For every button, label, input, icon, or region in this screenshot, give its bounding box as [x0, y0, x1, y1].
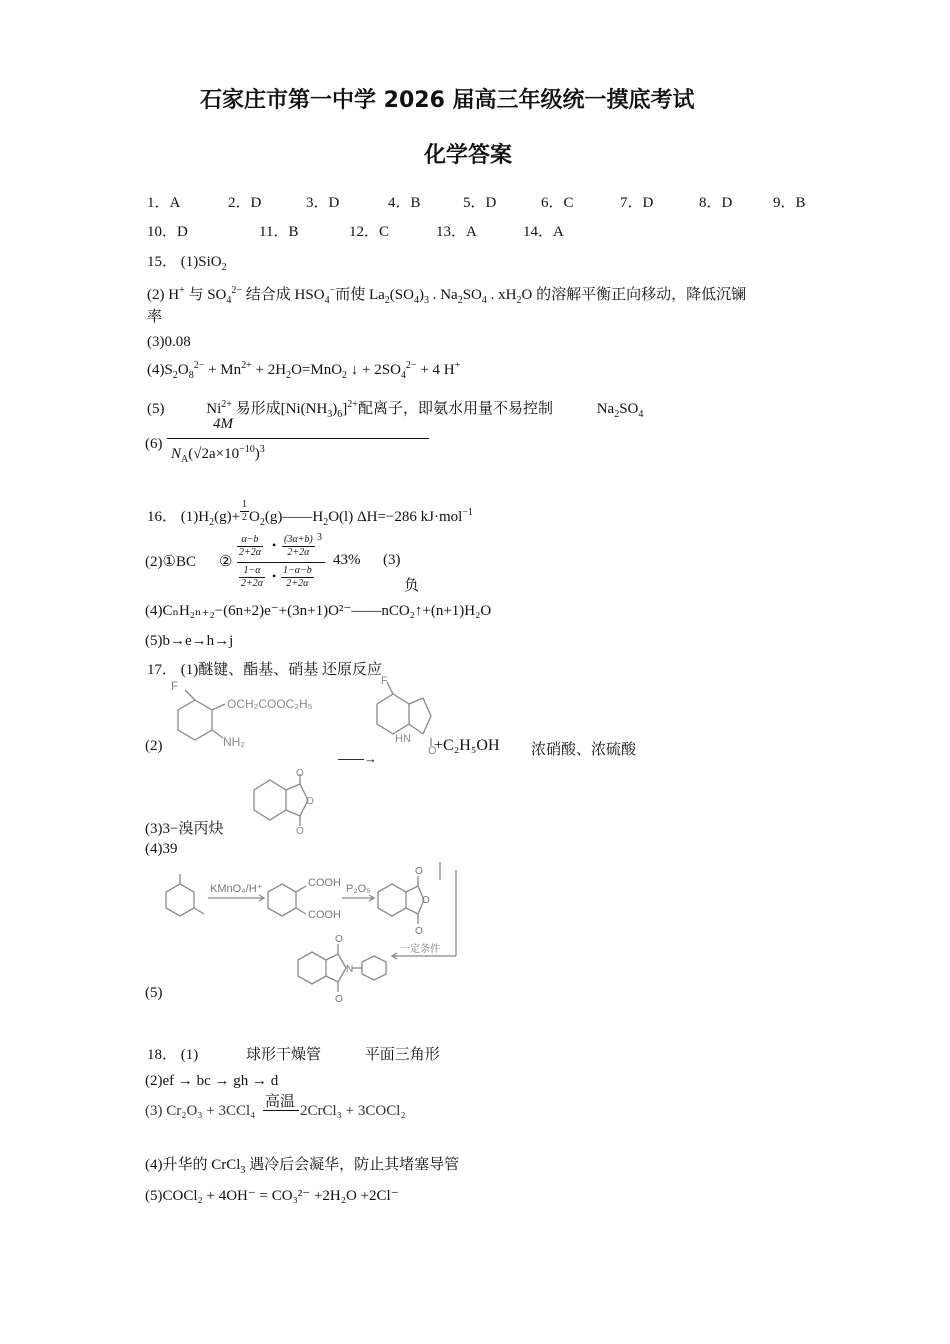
- answer-text: (4)升华的 CrCl: [145, 1157, 241, 1173]
- subscript: 2: [172, 370, 178, 381]
- mc-answer: 9．B: [773, 195, 806, 211]
- oxygen-label: O: [296, 826, 304, 837]
- q15-part4: [147, 360, 460, 381]
- superscript: −: [329, 285, 336, 296]
- subscript: 2: [209, 517, 215, 528]
- answer-text: O: [249, 509, 260, 525]
- subscript: 3: [327, 409, 333, 420]
- equation-reactants: (3) Cr₂O₃ + 3CCl₄: [145, 1103, 256, 1119]
- q17-part5: (5): [145, 985, 163, 1001]
- reagent-label: KMnO₄/H⁺: [210, 883, 263, 895]
- q17-part2-reagent: 浓硝酸、浓硫酸: [531, 742, 637, 758]
- superscript: +: [454, 360, 461, 371]
- answer-text: 易形成[Ni(NH: [231, 401, 328, 417]
- subscript: 4: [638, 409, 644, 420]
- answer-text: ②: [219, 554, 233, 570]
- q15-part2-wrap: 率: [147, 309, 163, 325]
- superscript: −1: [462, 507, 473, 518]
- answer-text: (1): [180, 1047, 199, 1063]
- subscript: 2: [286, 370, 292, 381]
- answer-text: (1)醚键、酯基、硝基 还原反应: [180, 662, 383, 678]
- answer-text: 结合成 HSO: [242, 287, 325, 303]
- fluoro-label: F: [171, 680, 179, 693]
- answer-text: O: [177, 362, 189, 378]
- superscript: 2+: [347, 399, 358, 410]
- answer-text: SO: [462, 287, 482, 303]
- multiply-dot: •: [272, 569, 277, 583]
- mc-answer: 2．D: [228, 195, 262, 211]
- amide-nh-label: HN: [395, 733, 411, 745]
- answer-text: (g)——H: [264, 509, 324, 525]
- q17-anhydride-structure: [248, 768, 328, 838]
- fraction: [237, 534, 263, 559]
- question-number: 18．: [147, 1047, 178, 1063]
- answer-text: 配离子，即氨水用量不易控制: [357, 401, 553, 417]
- q17-synthesis-route: [160, 856, 470, 1006]
- subscript: 3: [240, 1165, 246, 1176]
- answer-text: (g)+: [214, 509, 241, 525]
- oxygen-label: O: [306, 796, 314, 807]
- answer-text: Ni: [206, 401, 222, 417]
- fraction: [281, 565, 314, 590]
- answer-label: (6): [145, 436, 163, 452]
- page-title: 石家庄市第一中学 2026 届高三年级统一摸底考试: [200, 88, 695, 113]
- subscript: 2: [384, 295, 390, 306]
- q16-part5: (5)b→e→h→j: [145, 633, 234, 649]
- mc-answer: 10．D: [147, 224, 188, 240]
- answer-text: 与 SO: [184, 287, 227, 303]
- equilibrium-constant-expression: [237, 534, 325, 592]
- answer-text: N: [171, 446, 182, 462]
- answer-text: (2)①BC: [145, 554, 196, 570]
- superscript: 2+: [241, 360, 252, 371]
- answer-text: (√2a×10: [188, 446, 240, 462]
- q17-part2-byproduct: [434, 737, 500, 755]
- fraction-denominator: 2+2α: [287, 547, 310, 558]
- fraction-numerator: 1−α: [239, 565, 265, 578]
- answer-text: O 的溶解平衡正向移动，降低沉镧: [521, 287, 747, 303]
- subscript: 2: [614, 409, 620, 420]
- fraction-denominator: 2+2α: [286, 578, 309, 589]
- page-subtitle: 化学答案: [424, 143, 513, 168]
- fraction-numerator: 1: [242, 499, 248, 511]
- q15-part1: [147, 250, 227, 273]
- question-number: 15．: [147, 254, 178, 270]
- question-number: 17．: [147, 662, 178, 678]
- amine-label: NH₂: [223, 735, 245, 749]
- answer-text: (3): [383, 552, 401, 568]
- equation-products: 2CrCl₃ + 3COCl₂: [300, 1103, 406, 1119]
- answer-text: ): [254, 446, 260, 462]
- answer-text: SO: [619, 401, 639, 417]
- reaction-arrow: ——→: [338, 751, 377, 766]
- answer-text: + 2H: [251, 362, 287, 378]
- q16-part4: (4)CₙH₂ₙ₊₂−(6n+2)e⁻+(3n+1)O²⁻——nCO₂↑+(n+1)H₂O: [145, 603, 492, 619]
- subscript: 2: [342, 370, 348, 381]
- answer-text: (1)SiO: [180, 254, 222, 270]
- oxygen-label: O: [296, 768, 304, 779]
- answer-text: 而使 La: [335, 287, 385, 303]
- subscript: 8: [188, 370, 194, 381]
- subscript: A: [181, 454, 189, 465]
- subscript: 4: [413, 295, 419, 306]
- answer-text: +C₂H₅OH: [434, 737, 500, 754]
- oxygen-label: O: [335, 934, 343, 945]
- superscript: 2−: [193, 360, 205, 371]
- answer-text: 负: [404, 578, 420, 594]
- superscript: −10: [239, 444, 255, 455]
- answer-text: 遇冷后会凝华，防止其堵塞导管: [245, 1157, 460, 1173]
- mc-answer: 6．C: [541, 195, 574, 211]
- oxygen-label: O: [415, 926, 423, 937]
- q17-part3: (3)3−溴丙炔: [145, 821, 224, 837]
- subscript: 6: [337, 409, 343, 420]
- superscript: 2−: [405, 360, 417, 371]
- fraction: [282, 534, 315, 559]
- cooh-label: COOH: [308, 909, 341, 921]
- answer-text: (5): [147, 401, 165, 417]
- superscript: 2+: [221, 399, 232, 410]
- oxygen-label: O: [415, 866, 423, 877]
- answer-text: + Mn: [204, 362, 242, 378]
- answer-text: 球形干燥管: [246, 1047, 322, 1063]
- subscript: 2: [457, 295, 463, 306]
- reagent-label: 一定条件: [400, 944, 440, 955]
- cooh-label: COOH: [308, 877, 341, 889]
- mc-answer: 12．C: [349, 224, 390, 240]
- mc-answer: 13．A: [436, 224, 477, 240]
- mc-answer: 3．D: [306, 195, 340, 211]
- answer-text: (SO: [389, 287, 414, 303]
- q15-part3: (3)0.08: [147, 334, 191, 350]
- answer-text: ]: [342, 401, 348, 417]
- subscript: 4: [481, 295, 487, 306]
- q18-part5: (5)COCl₂ + 4OH⁻ = CO₃²⁻ +2H₂O +2Cl⁻: [145, 1188, 399, 1204]
- superscript: +: [179, 285, 185, 296]
- subscript: 4: [226, 295, 232, 306]
- mc-answer: 4．B: [388, 195, 421, 211]
- answer-text: ): [418, 287, 424, 303]
- question-number: 16．: [147, 509, 178, 525]
- substituent-label: OCH₂COOC₂H₅: [227, 697, 313, 711]
- q17-part4: (4)39: [145, 841, 178, 857]
- reaction-condition: 高温: [265, 1094, 296, 1110]
- q18-part2: (2)ef → bc → gh → d: [145, 1073, 279, 1089]
- q18-part1: [147, 1043, 440, 1064]
- q17-part1: [147, 658, 382, 679]
- answer-text: ↓ + 2SO: [347, 362, 401, 378]
- fraction-numerator: 1−α−b: [283, 565, 312, 576]
- subscript: 4: [324, 295, 330, 306]
- answer-text: ): [332, 401, 338, 417]
- mc-answer: 11．B: [259, 224, 299, 240]
- answer-text: Na: [596, 401, 615, 417]
- subscript: 2: [516, 295, 522, 306]
- reagent-label: P₂O₅: [346, 883, 371, 895]
- answer-text: 43%: [333, 552, 361, 568]
- fraction-denominator: 2+2α: [241, 578, 263, 589]
- answer-text: . Na: [428, 287, 458, 303]
- fraction-bar: [237, 562, 325, 563]
- answer-text: . xH: [486, 287, 517, 303]
- q17-part2-label: (2): [145, 738, 163, 754]
- subscript: 2: [259, 517, 265, 528]
- multiply-dot: •: [272, 538, 277, 552]
- q18-part3: [145, 1090, 445, 1126]
- q18-part4: [145, 1153, 459, 1176]
- answer-text: 平面三角形: [364, 1047, 440, 1063]
- fraction-half: [240, 499, 249, 524]
- answer-text: O(l) ΔH=−286 kJ·mol: [328, 509, 463, 525]
- answer-text: (1)H: [180, 509, 210, 525]
- fraction: [239, 565, 265, 590]
- oxygen-label: O: [422, 895, 430, 906]
- subscript: 4: [400, 370, 406, 381]
- mc-answer: 5．D: [463, 195, 497, 211]
- fraction-numerator: α−b: [237, 534, 263, 547]
- fluoro-label: F: [381, 676, 388, 687]
- subscript: 3: [423, 295, 429, 306]
- fraction-denominator: 2+2α: [239, 547, 261, 558]
- q16-part1: [147, 499, 473, 530]
- oxygen-label: O: [335, 994, 343, 1005]
- mc-answer: 1．A: [147, 195, 181, 211]
- carbonyl-o-label: O: [428, 745, 437, 756]
- answer-text: O=MnO: [291, 362, 343, 378]
- reaction-bar: [263, 1110, 299, 1111]
- fraction-denominator: [171, 444, 265, 465]
- superscript: 3: [259, 444, 265, 455]
- exponent: 3: [317, 532, 322, 543]
- mc-answer: 7．D: [620, 195, 654, 211]
- nitrogen-label: N: [346, 964, 354, 975]
- subscript: 2: [323, 517, 329, 528]
- answer-text: + 4 H: [416, 362, 455, 378]
- mc-answer: 8．D: [699, 195, 733, 211]
- mc-answer: 14．A: [523, 224, 564, 240]
- fraction-bar: [167, 438, 429, 439]
- fraction-numerator: 4M: [213, 416, 233, 432]
- superscript: 2−: [231, 285, 243, 296]
- fraction-denominator: 2: [242, 512, 248, 524]
- answer-text: (4)S: [147, 362, 173, 378]
- fraction-numerator: (3α+b): [284, 534, 313, 545]
- subscript: 2: [221, 262, 227, 273]
- answer-text: (2) H: [147, 287, 180, 303]
- q15-part2: [147, 283, 746, 306]
